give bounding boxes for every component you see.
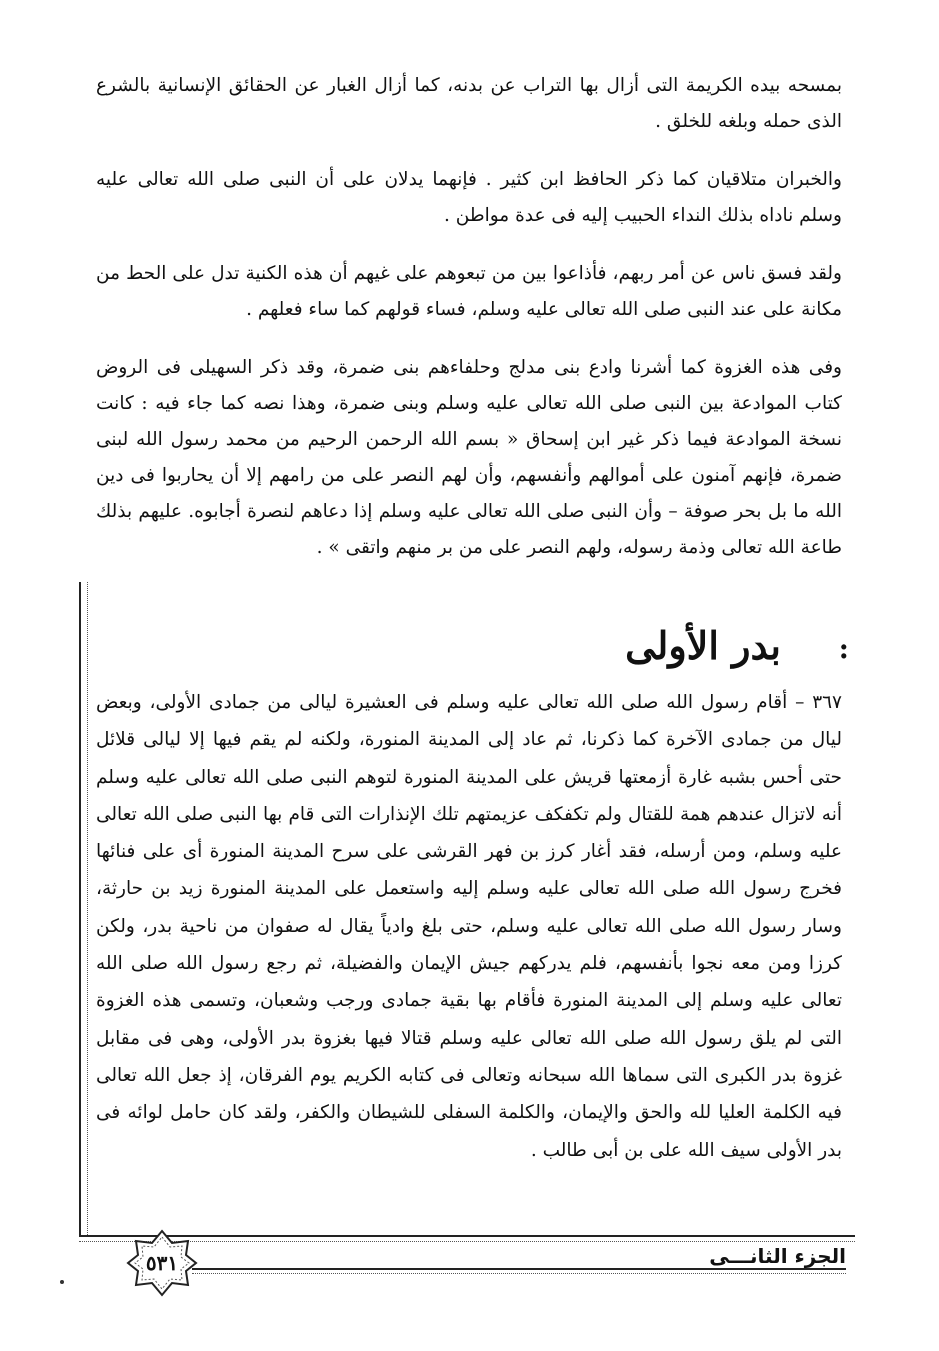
paragraph-section-body: ٣٦٧ – أقام رسول الله صلى الله تعالى عليه وسلم فى العشيرة ليالى من جمادى الأولى، وبعض ليال من جمادى الآخرة كما ذكرنا، ثم عاد إلى المدينة المنورة، ولكنه لم يقم فيها إلا ليالى قلائل حتى أحس بشبه غارة أزمعتها قريش على المدينة المنورة لتوهم النبى صلى الله تعالى عليه وسلم أنه لاتزال عندهم همة للقتال ولم تكفكف عزيمتهم تلك الإنذارات التى قام بها النبى صلى الله تعالى عليه وسلم، ومن أرسله، فقد أغار كرز بن فهر القرشى على سرح المدينة المنورة أى على فنائها فخرج رسول الله صلى الله تعالى عليه وسلم إليه واستعمل على المدينة المنورة زيد بن حارثة، وسار رسول الله صلى الله تعالى عليه وسلم، حتى بلغ وادياً يقال له صفوان من ناحية بدر، ولكن كرزا ومن معه نجوا بأنفسهم، فلم يدركهم جيش الإيمان والفضيلة، ثم رجع رسول الله صلى الله تعالى عليه وسلم إلى المدينة المنورة فأقام بها بقية جمادى ورجب وشعبان، وتسمى هذه الغزوة التى لم يلق رسول الله صلى الله تعالى عليه وسلم قتالا فيها بغزوة بدر الأولى، وهى فى مقابل غزوة بدر الكبرى التى سماها الله سبحانه وتعالى فى كتابه الكريم يوم الفرقان، إذ جعل الله تعالى فيه الكلمة العليا لله والحق والإيمان، والكلمة السفلى للشيطان والكفر، ولقد كان حامل لوائه فى بدر الأولى سيف الله على بن أبى طالب . [96,692,842,1161]
paragraph-3: ولقد فسق ناس عن أمر ربهم، فأذاعوا بين من تبعوهم على غيهم أن هذه الكنية تدل على الحط من مكانة على عند النبى صلى الله تعالى عليه وسلم، فساء قولهم كما ساء فعلهم . [96,263,842,320]
paragraph-2: والخبران متلاقيان كما ذكر الحافظ ابن كثير . فإنهما يدلان على أن النبى صلى الله تعالى عليه وسلم ناداه بذلك النداء الحبيب إليه فى عدة مواطن . [96,169,842,226]
section-heading: بدر الأولى [625,623,781,668]
paragraph-4-treaty: وفى هذه الغزوة كما أشرنا وادع بنى مدلج وحلفاءهم بنى ضمرة، وقد ذكر السهيلى فى الروض كتاب الموادعة بين النبى صلى الله تعالى عليه وسلم وبنى ضمرة، وهذا نصه كما جاء فيه : كانت نسخة الموادعة فيما ذكر غير ابن إسحاق « بسم الله الرحمن الرحيم من محمد رسول الله لبنى ضمرة، فإنهم آمنون على أموالهم وأنفسهم، وأن لهم النصر على من رامهم إلا أن يحاربوا فى دين الله ما بل بحر صوفة – وأن النبى صلى الله تعالى عليه وسلم إذا دعاهم لنصرة أجابوه. عليهم بذلك طاعة الله تعالى وذمة رسوله، ولهم النصر على من بر منهم واتقى » . [96,357,842,558]
volume-label: الجزء الثانـــى [709,1244,846,1268]
section-heading-colon: : [838,632,849,665]
page-number: ٥٣١ [145,1251,179,1275]
paragraph-1: بمسحه بيده الكريمة التى أزال بها التراب عن بدنه، كما أزال الغبار عن الحقائق الإنسانية بالشرع الذى حمله وبلغه للخلق . [96,75,842,132]
scan-speck [60,1280,64,1284]
section-frame-left-border [79,582,88,1237]
